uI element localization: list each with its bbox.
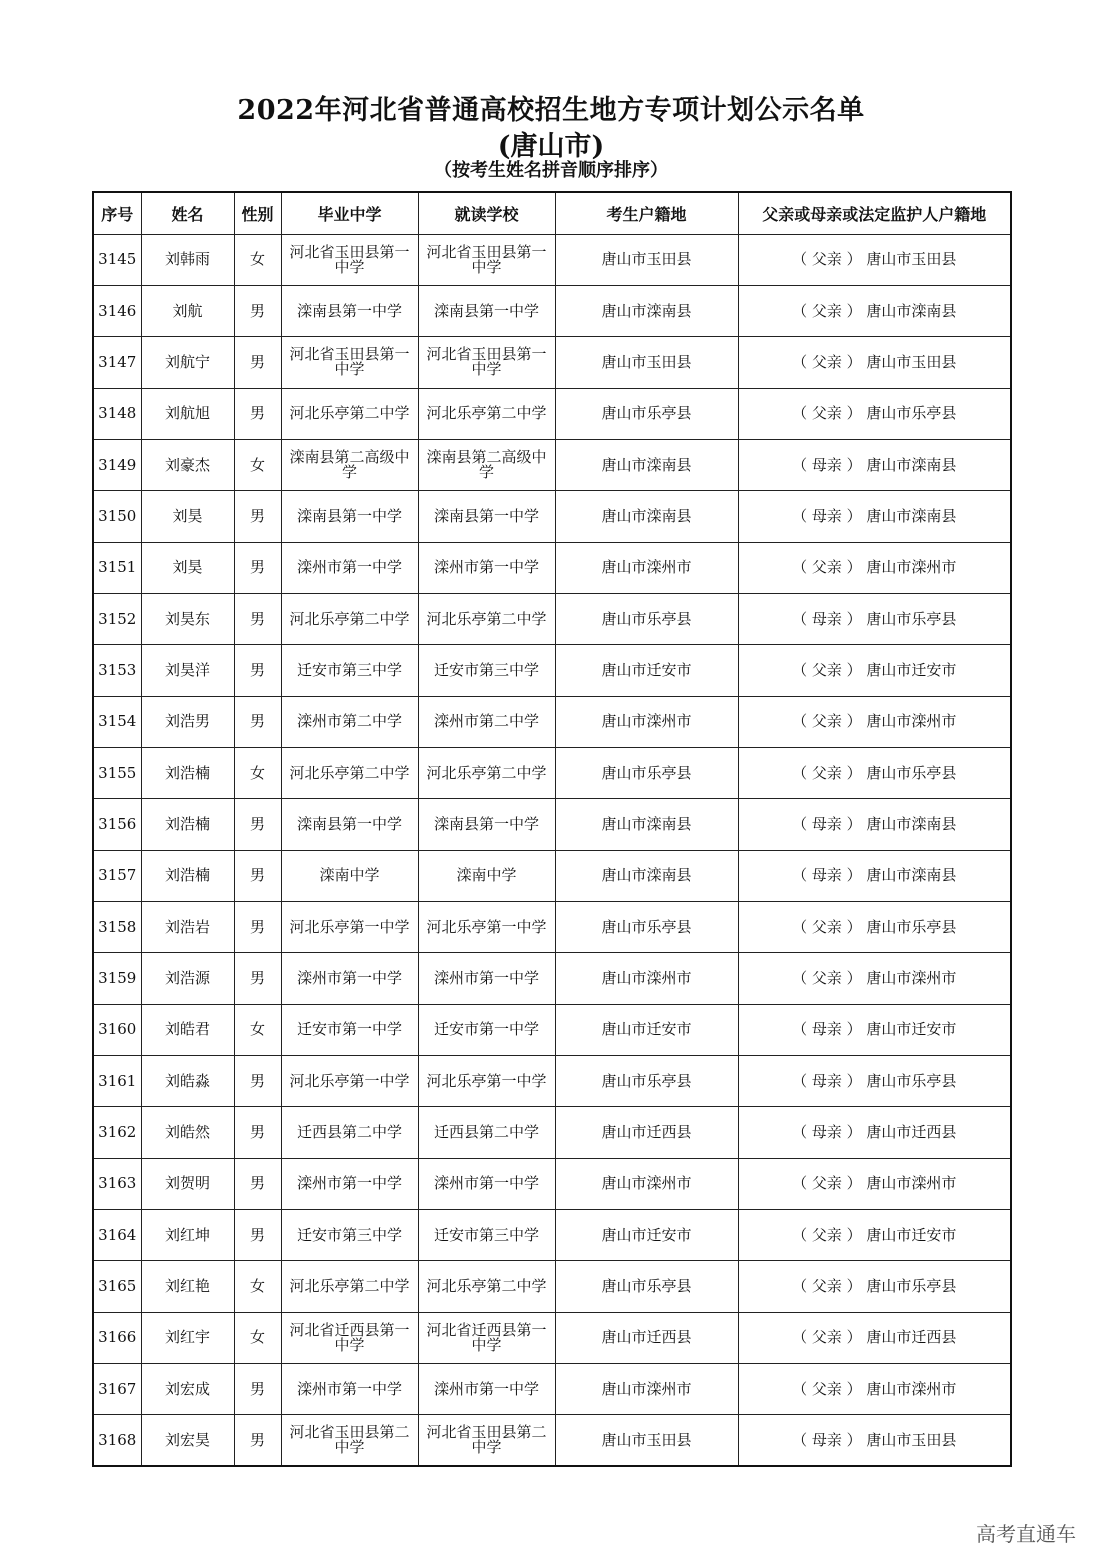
gender-cell: 男 [234,542,281,593]
current-school-cell: 滦南中学 [418,850,555,901]
gender-cell: 男 [234,593,281,644]
gender-cell: 男 [234,1364,281,1415]
serial-cell: 3167 [93,1364,141,1415]
table-row [93,1004,1011,1055]
household-cell: 唐山市乐亭县 [555,593,738,644]
document-subtitle: (唐山市) [497,131,605,162]
header-gender: 性别 [234,192,281,234]
guardian-cell: （ 父亲 ） 唐山市迁安市 [738,645,1011,696]
header-name: 姓名 [141,192,234,234]
serial-cell: 3155 [93,747,141,798]
graduated-school-cell: 滦州市第一中学 [281,953,418,1004]
table-row [93,696,1011,747]
table-row [93,747,1011,798]
current-school-cell: 滦南县第一中学 [418,799,555,850]
serial-cell: 3162 [93,1107,141,1158]
household-cell: 唐山市乐亭县 [555,1261,738,1312]
current-school-cell: 滦南县第一中学 [418,285,555,336]
guardian-cell: （ 父亲 ） 唐山市乐亭县 [738,388,1011,439]
gender-cell: 男 [234,799,281,850]
name-cell: 刘宏昊 [141,1415,234,1466]
guardian-cell: （ 父亲 ） 唐山市滦州市 [738,1364,1011,1415]
serial-cell: 3168 [93,1415,141,1466]
household-cell: 唐山市乐亭县 [555,388,738,439]
current-school-cell: 河北乐亭第二中学 [418,747,555,798]
graduated-school-cell: 河北省玉田县第一中学 [281,234,418,285]
table-row [93,850,1011,901]
guardian-cell: （ 父亲 ） 唐山市迁安市 [738,1210,1011,1261]
household-cell: 唐山市滦州市 [555,542,738,593]
name-cell: 刘浩楠 [141,747,234,798]
gender-cell: 男 [234,645,281,696]
table-row [93,1261,1011,1312]
guardian-cell: （ 父亲 ） 唐山市滦州市 [738,953,1011,1004]
guardian-cell: （ 父亲 ） 唐山市玉田县 [738,337,1011,388]
sort-order-note: （按考生姓名拼音顺序排序） [434,160,668,181]
serial-cell: 3152 [93,593,141,644]
current-school-cell: 河北省玉田县第一中学 [418,337,555,388]
name-cell: 刘浩岩 [141,901,234,952]
current-school-cell: 河北省玉田县第二中学 [418,1415,555,1466]
household-cell: 唐山市迁安市 [555,1210,738,1261]
household-cell: 唐山市玉田县 [555,234,738,285]
household-cell: 唐山市滦南县 [555,439,738,490]
serial-cell: 3151 [93,542,141,593]
name-cell: 刘浩男 [141,696,234,747]
table-row [93,234,1011,285]
household-cell: 唐山市滦南县 [555,850,738,901]
watermark: 高考直通车 [976,1522,1076,1546]
guardian-cell: （ 母亲 ） 唐山市迁安市 [738,1004,1011,1055]
serial-cell: 3166 [93,1312,141,1363]
graduated-school-cell: 河北省迁西县第一中学 [281,1312,418,1363]
current-school-cell: 滦州市第一中学 [418,542,555,593]
current-school-cell: 河北省玉田县第一中学 [418,234,555,285]
graduated-school-cell: 滦州市第二中学 [281,696,418,747]
table-row [93,491,1011,542]
current-school-cell: 河北乐亭第二中学 [418,1261,555,1312]
gender-cell: 女 [234,1312,281,1363]
header-graduated-school: 毕业中学 [281,192,418,234]
graduated-school-cell: 滦南县第二高级中学 [281,439,418,490]
gender-cell: 女 [234,1261,281,1312]
current-school-cell: 滦南县第一中学 [418,491,555,542]
graduated-school-cell: 河北乐亭第一中学 [281,901,418,952]
gender-cell: 男 [234,1210,281,1261]
gender-cell: 男 [234,491,281,542]
guardian-cell: （ 父亲 ） 唐山市玉田县 [738,234,1011,285]
table-row [93,1158,1011,1209]
graduated-school-cell: 河北省玉田县第一中学 [281,337,418,388]
candidate-table [92,191,1012,1467]
serial-cell: 3164 [93,1210,141,1261]
header-household-registration: 考生户籍地 [555,192,738,234]
graduated-school-cell: 迁西县第二中学 [281,1107,418,1158]
gender-cell: 男 [234,1415,281,1466]
header-current-school: 就读学校 [418,192,555,234]
gender-cell: 男 [234,901,281,952]
name-cell: 刘航 [141,285,234,336]
guardian-cell: （ 父亲 ） 唐山市滦州市 [738,696,1011,747]
name-cell: 刘红坤 [141,1210,234,1261]
graduated-school-cell: 滦州市第一中学 [281,1364,418,1415]
serial-cell: 3150 [93,491,141,542]
graduated-school-cell: 河北省玉田县第二中学 [281,1415,418,1466]
household-cell: 唐山市迁安市 [555,1004,738,1055]
name-cell: 刘昊 [141,542,234,593]
graduated-school-cell: 迁安市第一中学 [281,1004,418,1055]
household-cell: 唐山市玉田县 [555,1415,738,1466]
serial-cell: 3160 [93,1004,141,1055]
table-row [93,593,1011,644]
household-cell: 唐山市乐亭县 [555,901,738,952]
name-cell: 刘浩楠 [141,799,234,850]
guardian-cell: （ 母亲 ） 唐山市迁西县 [738,1107,1011,1158]
gender-cell: 男 [234,337,281,388]
current-school-cell: 迁安市第三中学 [418,645,555,696]
table-header-row [93,192,1011,234]
name-cell: 刘韩雨 [141,234,234,285]
table-row [93,285,1011,336]
guardian-cell: （ 父亲 ） 唐山市乐亭县 [738,901,1011,952]
table-row [93,337,1011,388]
current-school-cell: 迁西县第二中学 [418,1107,555,1158]
serial-cell: 3154 [93,696,141,747]
table-row [93,1415,1011,1466]
guardian-cell: （ 母亲 ） 唐山市乐亭县 [738,1056,1011,1107]
serial-cell: 3165 [93,1261,141,1312]
gender-cell: 女 [234,439,281,490]
current-school-cell: 滦南县第二高级中学 [418,439,555,490]
serial-cell: 3159 [93,953,141,1004]
name-cell: 刘昊 [141,491,234,542]
name-cell: 刘昊东 [141,593,234,644]
name-cell: 刘贺明 [141,1158,234,1209]
guardian-cell: （ 母亲 ） 唐山市玉田县 [738,1415,1011,1466]
current-school-cell: 滦州市第一中学 [418,1158,555,1209]
graduated-school-cell: 河北乐亭第二中学 [281,1261,418,1312]
graduated-school-cell: 迁安市第三中学 [281,1210,418,1261]
household-cell: 唐山市迁安市 [555,645,738,696]
graduated-school-cell: 滦南县第一中学 [281,491,418,542]
graduated-school-cell: 滦南中学 [281,850,418,901]
guardian-cell: （ 母亲 ） 唐山市滦南县 [738,491,1011,542]
household-cell: 唐山市玉田县 [555,337,738,388]
guardian-cell: （ 父亲 ） 唐山市乐亭县 [738,1261,1011,1312]
current-school-cell: 滦州市第一中学 [418,1364,555,1415]
name-cell: 刘红宇 [141,1312,234,1363]
name-cell: 刘浩源 [141,953,234,1004]
graduated-school-cell: 河北乐亭第二中学 [281,388,418,439]
serial-cell: 3146 [93,285,141,336]
guardian-cell: （ 父亲 ） 唐山市滦州市 [738,542,1011,593]
guardian-cell: （ 父亲 ） 唐山市迁西县 [738,1312,1011,1363]
household-cell: 唐山市滦南县 [555,491,738,542]
household-cell: 唐山市乐亭县 [555,747,738,798]
current-school-cell: 迁安市第一中学 [418,1004,555,1055]
guardian-cell: （ 父亲 ） 唐山市乐亭县 [738,747,1011,798]
guardian-cell: （ 母亲 ） 唐山市滦南县 [738,850,1011,901]
household-cell: 唐山市迁西县 [555,1107,738,1158]
graduated-school-cell: 滦南县第一中学 [281,285,418,336]
serial-cell: 3153 [93,645,141,696]
gender-cell: 女 [234,234,281,285]
household-cell: 唐山市迁西县 [555,1312,738,1363]
table-row [93,1056,1011,1107]
current-school-cell: 河北省迁西县第一中学 [418,1312,555,1363]
table-row [93,1364,1011,1415]
gender-cell: 男 [234,1107,281,1158]
graduated-school-cell: 滦州市第一中学 [281,1158,418,1209]
serial-cell: 3161 [93,1056,141,1107]
gender-cell: 男 [234,850,281,901]
current-school-cell: 滦州市第一中学 [418,953,555,1004]
guardian-cell: （ 父亲 ） 唐山市滦南县 [738,285,1011,336]
serial-cell: 3156 [93,799,141,850]
name-cell: 刘红艳 [141,1261,234,1312]
name-cell: 刘昊洋 [141,645,234,696]
serial-cell: 3157 [93,850,141,901]
name-cell: 刘航宁 [141,337,234,388]
table-row [93,1210,1011,1261]
serial-cell: 3158 [93,901,141,952]
header-guardian-registration: 父亲或母亲或法定监护人户籍地 [738,192,1011,234]
current-school-cell: 迁安市第三中学 [418,1210,555,1261]
household-cell: 唐山市乐亭县 [555,1056,738,1107]
table-row [93,901,1011,952]
household-cell: 唐山市滦州市 [555,1158,738,1209]
document-title: 2022年河北省普通高校招生地方专项计划公示名单 [237,95,865,126]
table-row [93,439,1011,490]
gender-cell: 女 [234,747,281,798]
graduated-school-cell: 滦南县第一中学 [281,799,418,850]
household-cell: 唐山市滦州市 [555,1364,738,1415]
current-school-cell: 河北乐亭第二中学 [418,593,555,644]
name-cell: 刘航旭 [141,388,234,439]
gender-cell: 男 [234,1158,281,1209]
name-cell: 刘豪杰 [141,439,234,490]
guardian-cell: （ 母亲 ） 唐山市滦南县 [738,439,1011,490]
graduated-school-cell: 迁安市第三中学 [281,645,418,696]
table-row [93,799,1011,850]
table-row [93,388,1011,439]
serial-cell: 3149 [93,439,141,490]
table-row [93,953,1011,1004]
name-cell: 刘皓然 [141,1107,234,1158]
name-cell: 刘皓君 [141,1004,234,1055]
serial-cell: 3147 [93,337,141,388]
name-cell: 刘宏成 [141,1364,234,1415]
guardian-cell: （ 母亲 ） 唐山市滦南县 [738,799,1011,850]
graduated-school-cell: 滦州市第一中学 [281,542,418,593]
household-cell: 唐山市滦南县 [555,285,738,336]
current-school-cell: 河北乐亭第一中学 [418,901,555,952]
table-body [93,234,1011,1466]
name-cell: 刘皓淼 [141,1056,234,1107]
gender-cell: 男 [234,953,281,1004]
household-cell: 唐山市滦州市 [555,696,738,747]
name-cell: 刘浩楠 [141,850,234,901]
gender-cell: 男 [234,388,281,439]
gender-cell: 男 [234,696,281,747]
household-cell: 唐山市滦州市 [555,953,738,1004]
graduated-school-cell: 河北乐亭第二中学 [281,747,418,798]
table-row [93,1312,1011,1363]
guardian-cell: （ 父亲 ） 唐山市滦州市 [738,1158,1011,1209]
gender-cell: 男 [234,1056,281,1107]
table-row [93,645,1011,696]
header-serial: 序号 [93,192,141,234]
current-school-cell: 河北乐亭第二中学 [418,388,555,439]
gender-cell: 男 [234,285,281,336]
graduated-school-cell: 河北乐亭第二中学 [281,593,418,644]
household-cell: 唐山市滦南县 [555,799,738,850]
gender-cell: 女 [234,1004,281,1055]
serial-cell: 3163 [93,1158,141,1209]
current-school-cell: 河北乐亭第一中学 [418,1056,555,1107]
table-row [93,1107,1011,1158]
serial-cell: 3145 [93,234,141,285]
current-school-cell: 滦州市第二中学 [418,696,555,747]
guardian-cell: （ 母亲 ） 唐山市乐亭县 [738,593,1011,644]
serial-cell: 3148 [93,388,141,439]
graduated-school-cell: 河北乐亭第一中学 [281,1056,418,1107]
table-row [93,542,1011,593]
